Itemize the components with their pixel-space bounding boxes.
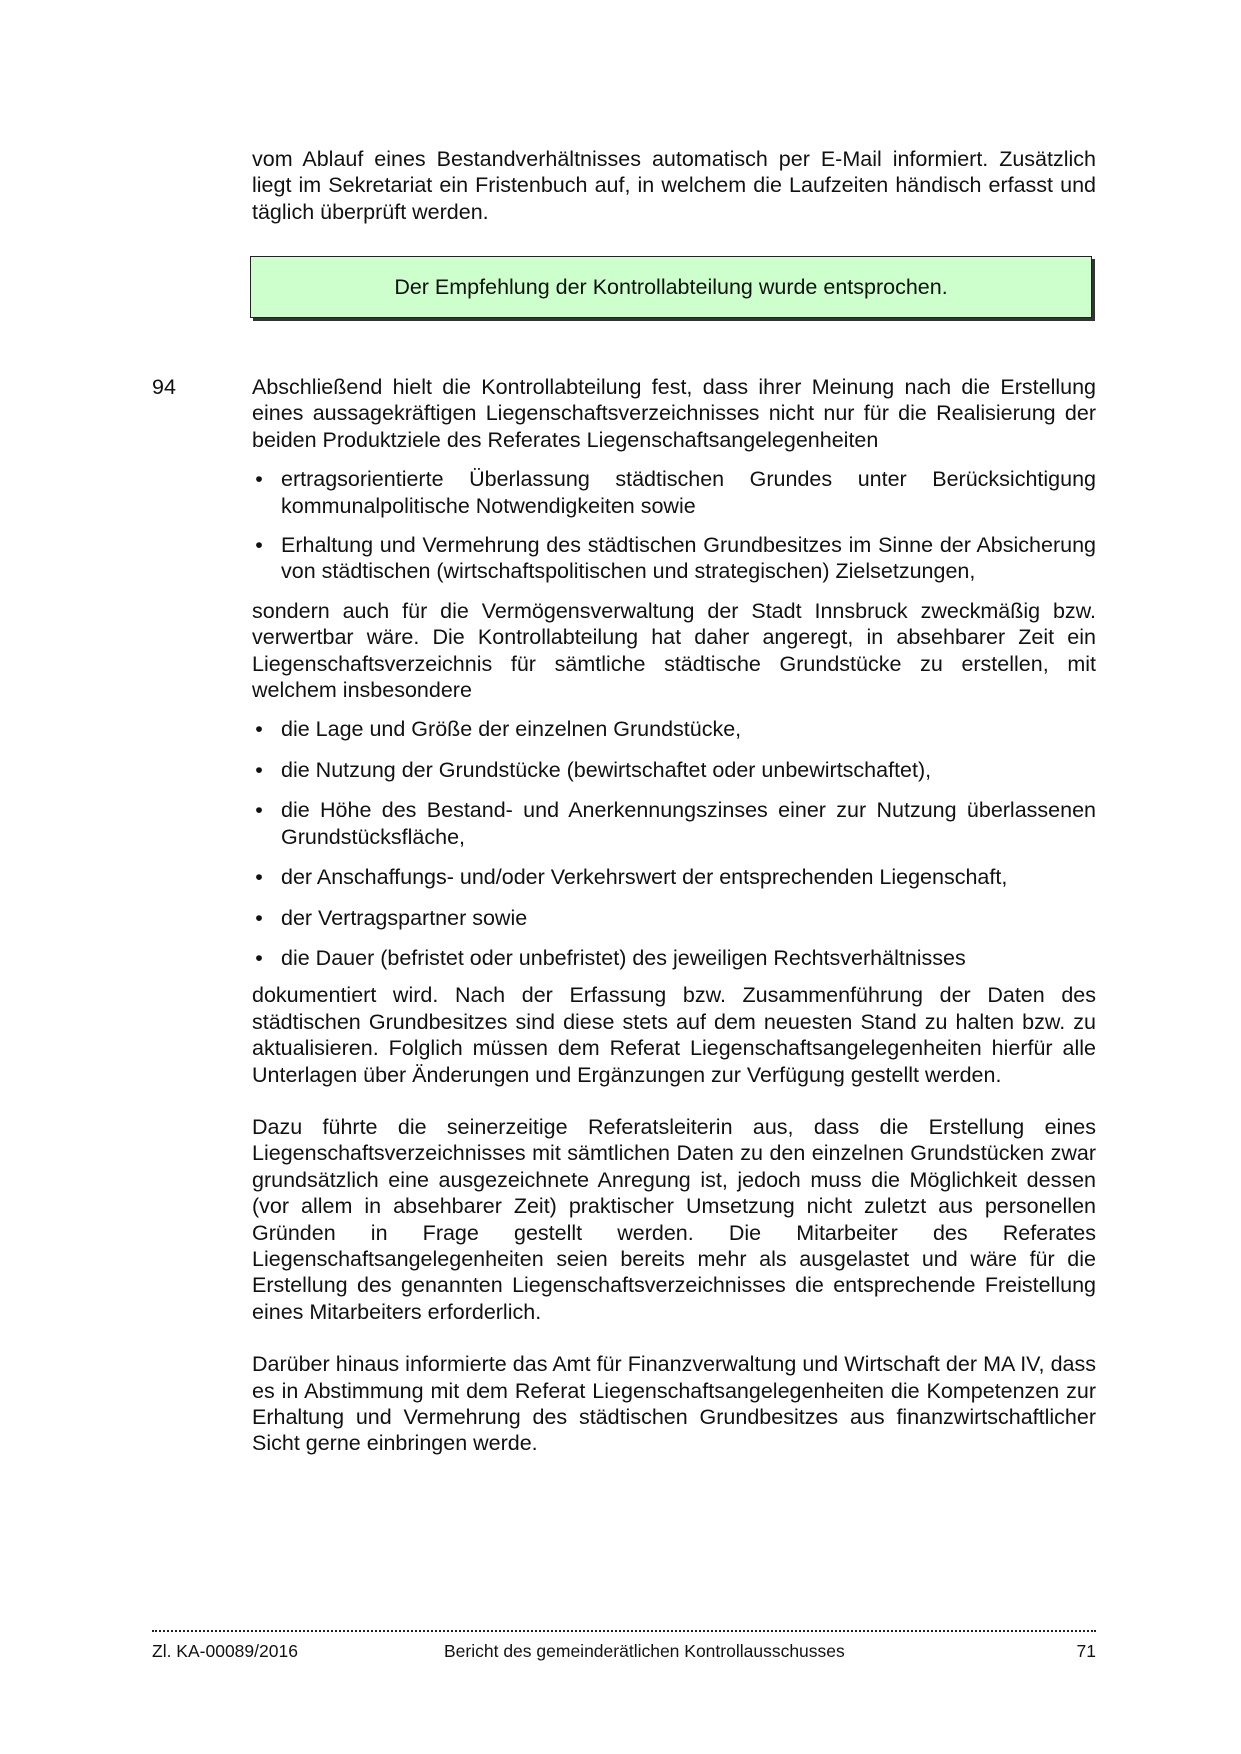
section-paragraph-5: Darüber hinaus informierte das Amt für Finanzverwaltung und Wirtschaft der MA IV, dass es in Abstimmung mit dem Referat Liegenschaftsangelegenheiten die Kompetenzen zur Erhaltung und Vermehrung des städtischen Grundbesitzes aus finanzwirtschaftlicher Sicht gerne einbringen werde. — [252, 1352, 1096, 1456]
section-paragraph-2: sondern auch für die Vermögensverwaltung der Stadt Innsbruck zweckmäßig bzw. verwertbar wäre. Die Kontrollabteilung hat daher angeregt, in absehbarer Zeit ein Liegenschaftsverzeichnis für sämtliche städtische Grundstücke zu erstellen, mit welchem insbesondere — [252, 598, 1096, 703]
bullet-icon: • — [255, 945, 263, 970]
list-item: • der Vertragspartner sowie — [252, 905, 1096, 931]
bullet-icon: • — [255, 865, 263, 890]
intro-block — [252, 146, 1096, 225]
bullet-icon: • — [255, 757, 263, 782]
bullet-icon: • — [255, 467, 263, 492]
footer-page-number: 71 — [1076, 1641, 1096, 1661]
paragraph-number: 94 — [152, 375, 176, 399]
intro-paragraph: vom Ablauf eines Bestandverhältnisses automatisch per E-Mail informiert. Zusätzlich liegt im Sekretariat ein Fristenbuch auf, in welchem die Laufzeiten händisch erfasst und täglich überprüft werden. — [252, 147, 1096, 224]
recommendation-notice-box — [250, 256, 1092, 318]
notice-text: Der Empfehlung der Kontrollabteilung wurde entsprochen. — [394, 274, 948, 299]
list-item: • der Anschaffungs- und/oder Verkehrswert der entsprechenden Liegenschaft, — [252, 864, 1096, 890]
list-item: • Erhaltung und Vermehrung des städtischen Grundbesitzes im Sinne der Absicherung von städtischen (wirtschaftspolitischen und strategischen) Zielsetzungen, — [252, 532, 1096, 585]
list-item: • ertragsorientierte Überlassung städtischen Grundes unter Berücksichtigung kommunalpolitische Notwendigkeiten sowie — [252, 466, 1096, 519]
bullet-icon: • — [255, 798, 263, 823]
section-paragraph-1: Abschließend hielt die Kontrollabteilung fest, dass ihrer Meinung nach die Erstellung eines aussagekräftigen Liegenschaftsverzeichnisses nicht nur für die Realisierung der beiden Produktziele des Referates Liegenschaftsangelegenheiten — [252, 375, 1096, 452]
footer-reference: Zl. KA-00089/2016 — [152, 1641, 298, 1661]
footer-divider — [152, 1630, 1096, 1632]
list-item: • die Lage und Größe der einzelnen Grundstücke, — [252, 716, 1096, 742]
page-footer — [152, 1640, 1096, 1664]
section-paragraph-3: dokumentiert wird. Nach der Erfassung bzw. Zusammenführung der Daten des städtischen Grundbesitzes sind diese stets auf dem neuesten Stand zu halten bzw. zu aktualisieren. Folglich müssen dem Referat Liegenschaftsangelegenheiten hierfür alle Unterlagen über Änderungen und Ergänzungen zur Verfügung gestellt werden. — [252, 983, 1096, 1087]
bullet-icon: • — [255, 905, 263, 930]
list-item: • die Nutzung der Grundstücke (bewirtschaftet oder unbewirtschaftet), — [252, 757, 1096, 783]
list-item: • die Dauer (befristet oder unbefristet) des jeweiligen Rechtsverhältnisses — [252, 945, 1096, 971]
bullet-icon: • — [255, 717, 263, 742]
list-item: • die Höhe des Bestand- und Anerkennungszinses einer zur Nutzung überlassenen Grundstücksfläche, — [252, 797, 1096, 850]
footer-title: Bericht des gemeinderätlichen Kontrollausschusses — [444, 1641, 845, 1661]
register-contents-list — [252, 716, 1096, 971]
section-paragraph-4: Dazu führte die seinerzeitige Referatsleiterin aus, dass die Erstellung eines Liegenschaftsverzeichnisses mit sämtlichen Daten zu den einzelnen Grundstücken zwar grundsätzlich eine ausgezeichnete Anregung ist, jedoch muss die Möglichkeit dessen (vor allem in absehbarer Zeit) praktischer Umsetzung nicht zuletzt aus personellen Gründen in Frage gestellt werden. Die Mitarbeiter des Referates Liegenschaftsangelegenheiten seien bereits mehr als ausgelastet und wäre für die Erstellung des genannten Liegenschaftsverzeichnisses die entsprechende Freistellung eines Mitarbeiters erforderlich. — [252, 1114, 1096, 1324]
product-goals-list — [252, 466, 1096, 585]
bullet-icon: • — [255, 533, 263, 558]
section-body — [252, 374, 1096, 1457]
